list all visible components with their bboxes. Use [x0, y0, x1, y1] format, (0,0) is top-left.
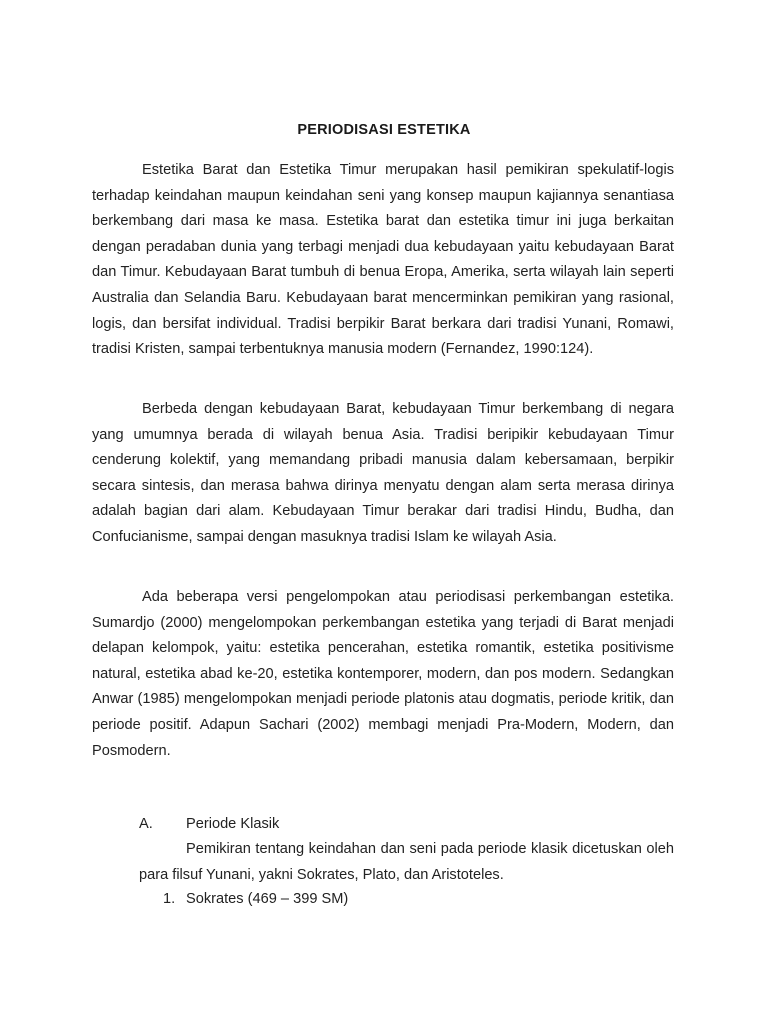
- section-title: Periode Klasik: [186, 816, 280, 832]
- list-item-text: Sokrates (469 – 399 SM): [186, 891, 349, 907]
- list-item: [163, 887, 348, 913]
- paragraph-1: Estetika Barat dan Estetika Timur merupakan hasil pemikiran spekulatif-logis terhadap keindahan maupun keindahan seni yang konsep maupun kajiannya senantiasa berkembang dari masa ke masa. Estetika barat dan estetika timur ini juga berkaitan dengan peradaban dunia yang terbagi menjadi dua kebudayaan yaitu kebudayaan Barat dan Timur. Kebudayaan Barat tumbuh di benua Eropa, Amerika, serta wilayah lain seperti Australia dan Selandia Baru. Kebudayaan barat mencerminkan pemikiran yang rasional, logis, dan bersifat individual. Tradisi berpikir Barat berkara dari tradisi Yunani, Romawi, tradisi Kristen, sampai terbentuknya manusia modern (Fernandez, 1990:124).: [92, 162, 674, 358]
- section-letter: A.: [139, 816, 153, 832]
- document-title: PERIODISASI ESTETIKA: [297, 122, 471, 138]
- section-paragraph: Pemikiran tentang keindahan dan seni pada periode klasik dicetuskan oleh para filsuf Yunani, yakni Sokrates, Plato, dan Aristoteles.: [139, 841, 674, 883]
- paragraph-3: Ada beberapa versi pengelompokan atau periodisasi perkembangan estetika. Sumardjo (2000) mengelompokan perkembangan estetika yang terjadi di Barat menjadi delapan kelompok, yaitu: estetika pencerahan, estetika romantik, estetika positivisme natural, estetika abad ke-20, estetika kontemporer, modern, dan pos modern. Sedangkan Anwar (1985) mengelompokan menjadi periode platonis atau dogmatis, periode kritik, dan periode positif. Adapun Sachari (2002) membagi menjadi Pra-Modern, Modern, dan Posmodern.: [92, 589, 674, 759]
- list-item-number: 1.: [163, 891, 176, 907]
- paragraph-2: Berbeda dengan kebudayaan Barat, kebudayaan Timur berkembang di negara yang umumnya berada di wilayah benua Asia. Tradisi beripikir kebudayaan Timur cenderung kolektif, yang memandang pribadi manusia dalam kebersamaan, berpikir secara sintesis, dan merasa bahwa dirinya menyatu dengan alam serta merasa dirinya adalah bagian dari alam. Kebudayaan Timur berakar dari tradisi Hindu, Budha, dan Confucianisme, sampai dengan masuknya tradisi Islam ke wilayah Asia.: [92, 401, 674, 545]
- section-heading: [139, 812, 279, 838]
